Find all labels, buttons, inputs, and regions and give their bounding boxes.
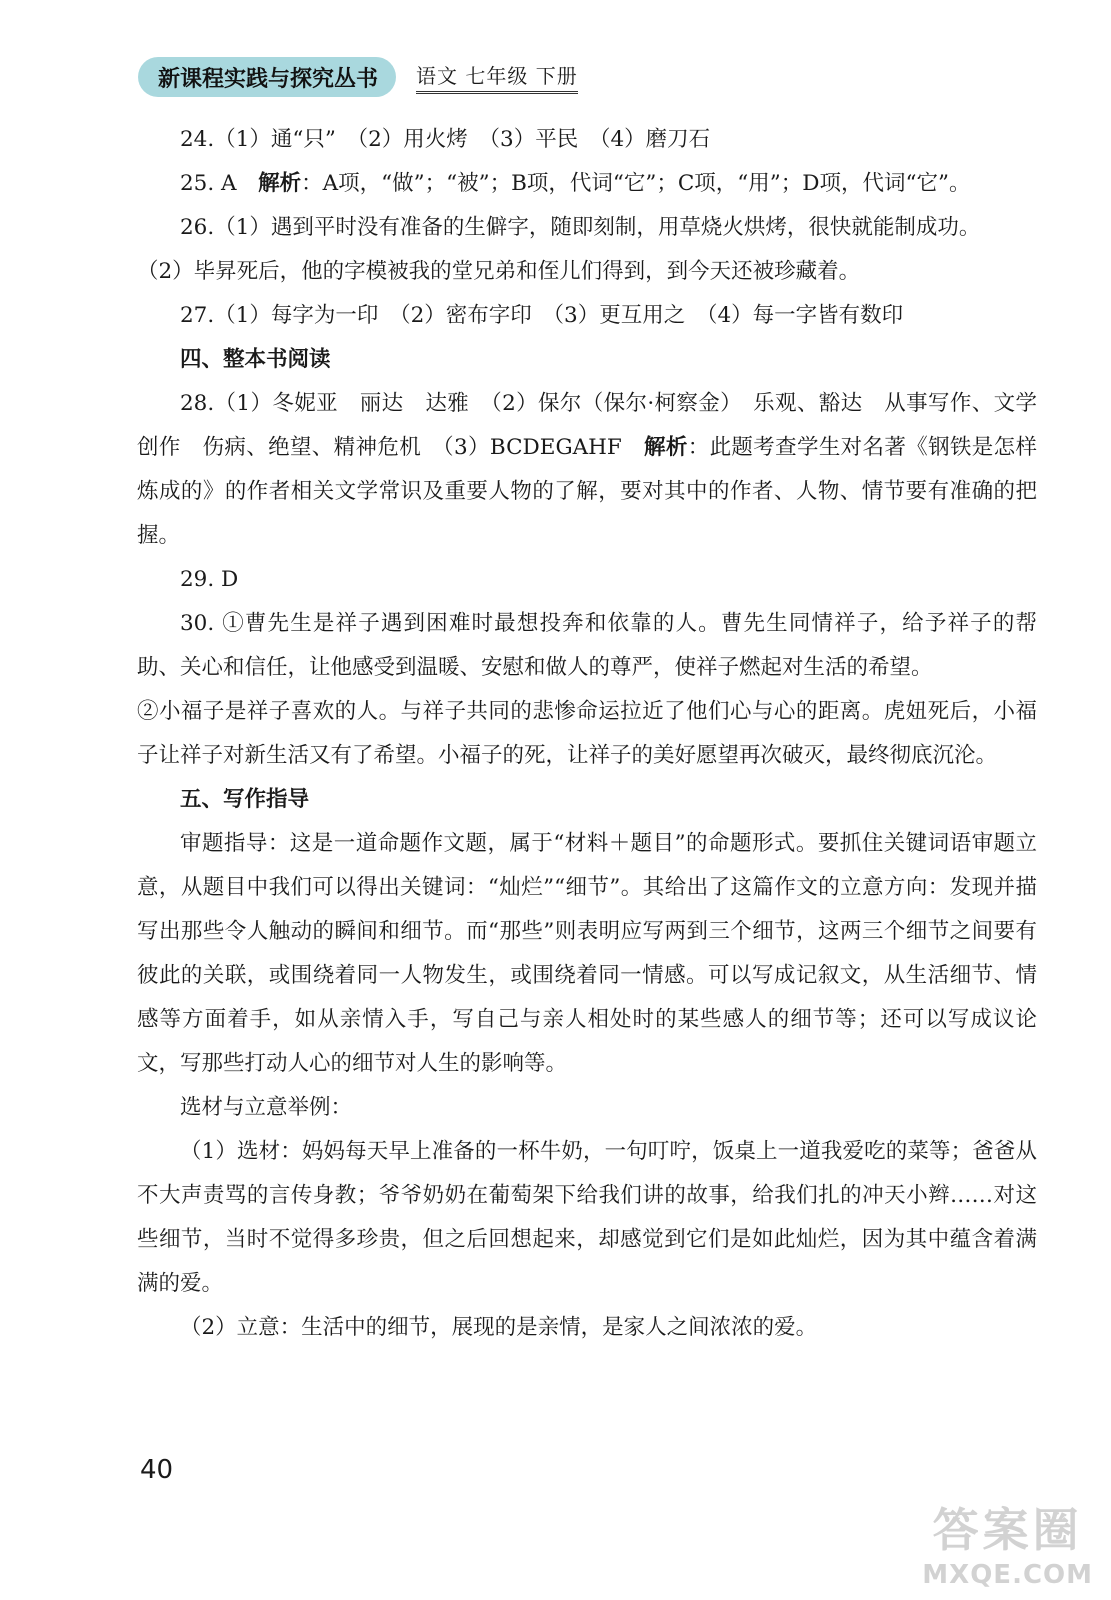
subject-title: 语文 七年级 下册	[416, 60, 578, 94]
watermark-url: MXQE.COM	[922, 1560, 1093, 1590]
answer-30-part1: 30. ①曹先生是祥子遇到困难时最想投奔和依靠的人。曹先生同情祥子，给予祥子的帮助、关心和信任，让他感受到温暖、安慰和做人的尊严，使祥子燃起对生活的希望。	[137, 611, 1037, 680]
answer-29: 29. D	[180, 567, 239, 592]
answer-26-part2: （2）毕昇死后，他的字模被我的堂兄弟和侄儿们得到，到今天还被珍藏着。	[137, 259, 861, 284]
watermark-logo	[922, 1494, 1093, 1590]
section-heading-4: 四、整本书阅读	[180, 347, 331, 372]
answer-25	[137, 162, 1037, 206]
analysis-label: 解析	[644, 435, 688, 460]
answer-content	[137, 118, 1037, 1350]
answer-25-analysis: ：A项，“做”；“被”；B项，代词“它”；C项，“用”；D项，代词“它”。	[301, 171, 971, 196]
writing-guide: 审题指导：这是一道命题作文题，属于“材料＋题目”的命题形式。要抓住关键词语审题立意，从题目中我们可以得出关键词：“灿烂”“细节”。其给出了这篇作文的立意方向：发现并描写出那些令人触动的瞬间和细节。而“那些”则表明应写两到三个细节，这两三个细节之间要有彼此的关联，或围绕着同一人物发生，或围绕着同一情感。可以写成记叙文，从生活细节、情感等方面着手，如从亲情入手，写自己与亲人相处时的某些感人的细节等；还可以写成议论文，写那些打动人心的细节对人生的影响等。	[137, 831, 1037, 1076]
answer-27: 27.（1）每字为一印 （2）密布字印 （3）更互用之 （4）每一字皆有数印	[180, 303, 904, 328]
example-2: （2）立意：生活中的细节，展现的是亲情，是家人之间浓浓的爱。	[180, 1315, 818, 1340]
section-heading-5: 五、写作指导	[180, 787, 310, 812]
example-1: （1）选材：妈妈每天早上准备的一杯牛奶，一句叮咛，饭桌上一道我爱吃的菜等；爸爸从不大声责骂的言传身教；爷爷奶奶在葡萄架下给我们讲的故事，给我们扎的冲天小辫……对这些细节，当时不觉得多珍贵，但之后回想起来，却感觉到它们是如此灿烂，因为其中蕴含着满满的爱。	[137, 1139, 1037, 1296]
answer-28-prefix: 28.（1）冬妮亚 丽达 达雅 （2）保尔（保尔·柯察金） 乐观、豁达 从事写作、文学创作 伤病、绝望、精神危机 （3）BCDEGAHF	[137, 391, 1037, 460]
answer-28	[137, 382, 1037, 558]
watermark-text: 答案圈	[932, 1503, 1083, 1557]
answer-25-prefix: 25. A	[180, 171, 259, 196]
answer-28-analysis: ：此题考查学生对名著《钢铁是怎样炼成的》的作者相关文学常识及重要人物的了解，要对其中的作者、人物、情节要有准确的把握。	[137, 435, 1037, 548]
page-header	[138, 55, 578, 99]
answer-26-part1: 26.（1）遇到平时没有准备的生僻字，随即刻制，用草烧火烘烤，很快就能制成功。	[180, 215, 981, 240]
analysis-label: 解析	[258, 171, 302, 196]
answer-24: 24.（1）通“只” （2）用火烤 （3）平民 （4）磨刀石	[180, 127, 711, 152]
page-number: 40	[140, 1455, 174, 1485]
answer-30-part2: ②小福子是祥子喜欢的人。与祥子共同的悲惨命运拉近了他们心与心的距离。虎妞死后，小福子让祥子对新生活又有了希望。小福子的死，让祥子的美好愿望再次破灭，最终彻底沉沦。	[137, 699, 1037, 768]
examples-title: 选材与立意举例：	[180, 1095, 353, 1120]
series-title: 新课程实践与探究丛书	[138, 57, 396, 97]
